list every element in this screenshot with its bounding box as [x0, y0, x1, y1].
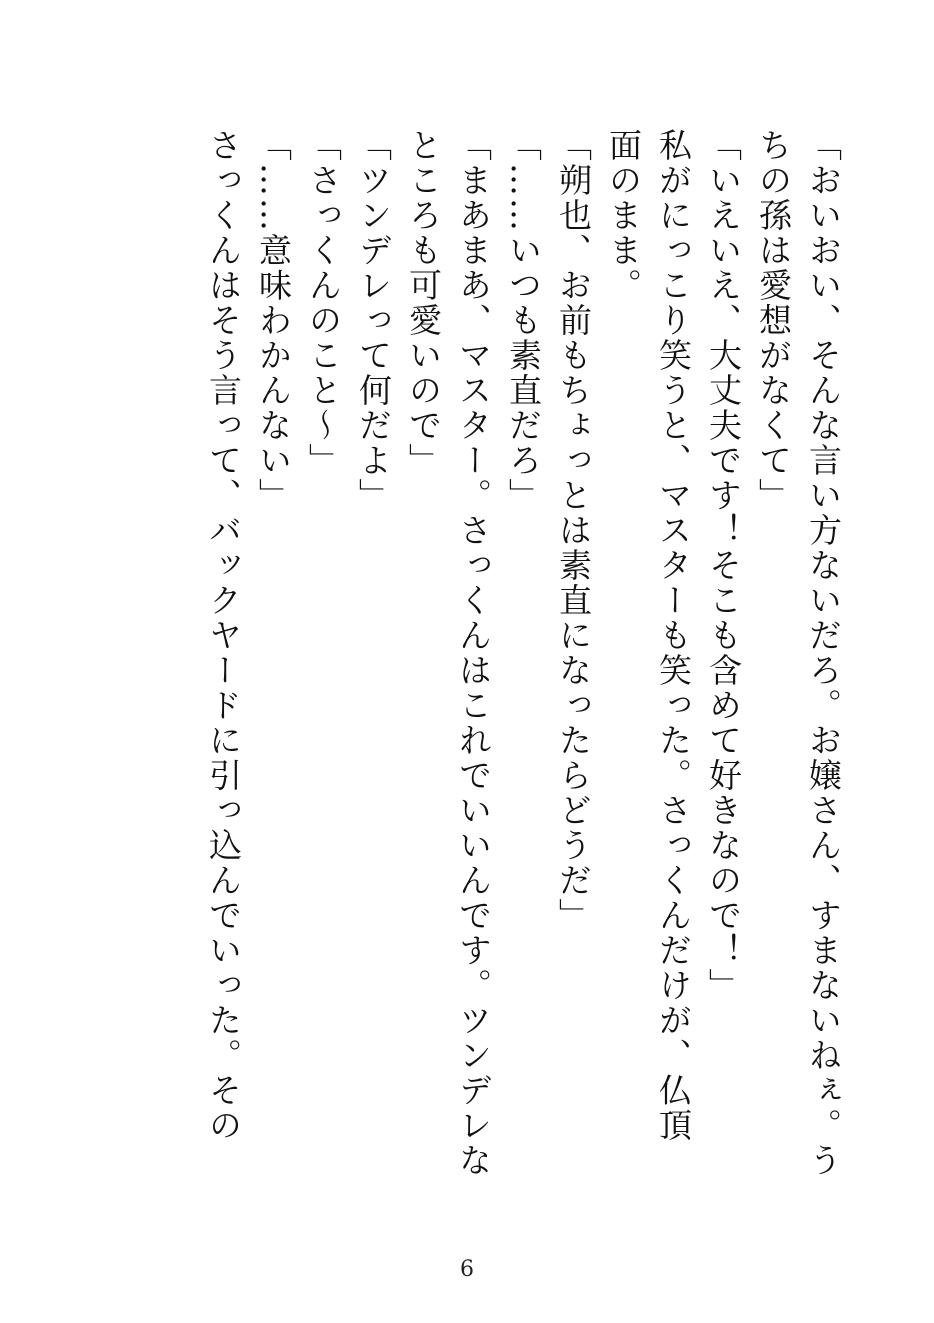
text-line: ちの孫は愛想がなくて」	[754, 128, 793, 513]
text-line: 「いえいえ、大丈夫です！そこも含めて好きなので！」	[704, 128, 743, 1003]
text-line: 面のまま。	[604, 128, 643, 303]
text-line: 「朔也、お前もちょっとは素直になったらどうだ」	[554, 128, 593, 933]
text-line: 「まあまあ、マスター。さっくんはこれでいいんです。ツンデレな	[454, 128, 493, 1178]
text-line: 「……いつも素直だろ」	[504, 128, 543, 513]
text-line: さっくんはそう言って、バックヤードに引っ込んでいった。その	[204, 128, 243, 1143]
text-line: 「さっくんのこと〜」	[304, 128, 343, 478]
text-line: 私がにっこり笑うと、マスターも笑った。さっくんだけが、仏頂	[654, 128, 693, 1143]
text-line: ところも可愛いので」	[404, 128, 443, 478]
text-line: 「ツンデレって何だよ」	[354, 128, 393, 513]
text-line: 「……意味わかんない」	[254, 128, 293, 513]
vertical-text-body	[198, 128, 848, 1208]
page-number: 6	[460, 1257, 474, 1282]
text-line: 「おいおい、そんな言い方ないだろ。お嬢さん、すまないねぇ。う	[804, 128, 843, 1178]
